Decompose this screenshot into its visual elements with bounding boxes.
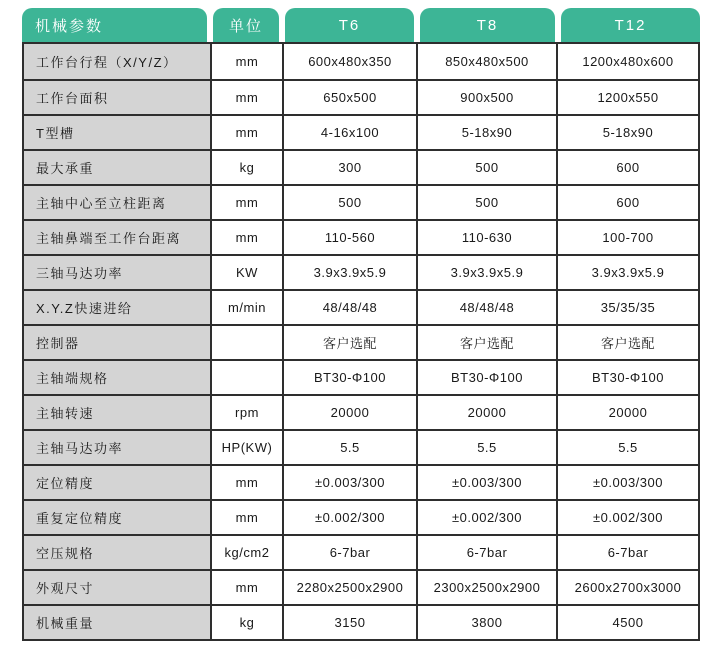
param-label-cell: 主轴中心至立柱距离: [24, 186, 210, 219]
value-cell-t6: ±0.003/300: [282, 466, 416, 499]
unit-cell: rpm: [210, 396, 282, 429]
param-label-cell: 主轴端规格: [24, 361, 210, 394]
value-cell-t6: ±0.002/300: [282, 501, 416, 534]
param-label-cell: 主轴转速: [24, 396, 210, 429]
value-cell-t8: 2300x2500x2900: [416, 571, 556, 604]
value-cell-t6: BT30-Φ100: [282, 361, 416, 394]
unit-cell: mm: [210, 466, 282, 499]
table-row: [24, 184, 698, 219]
table-row: [24, 569, 698, 604]
table-row: [24, 79, 698, 114]
value-cell-t8: ±0.002/300: [416, 501, 556, 534]
unit-cell: kg: [210, 606, 282, 639]
table-row: [24, 429, 698, 464]
value-cell-t8: 110-630: [416, 221, 556, 254]
value-cell-t8: 500: [416, 151, 556, 184]
value-cell-t6: 2280x2500x2900: [282, 571, 416, 604]
value-cell-t6: 4-16x100: [282, 116, 416, 149]
param-label-cell: 空压规格: [24, 536, 210, 569]
value-cell-t12: 600: [556, 186, 698, 219]
value-cell-t6: 600x480x350: [282, 44, 416, 79]
value-cell-t12: 4500: [556, 606, 698, 639]
value-cell-t12: 3.9x3.9x5.9: [556, 256, 698, 289]
value-cell-t6: 6-7bar: [282, 536, 416, 569]
param-label-cell: 工作台面积: [24, 81, 210, 114]
param-label-cell: 外观尺寸: [24, 571, 210, 604]
unit-cell: [210, 326, 282, 359]
value-cell-t12: BT30-Φ100: [556, 361, 698, 394]
table-header-row: [22, 8, 700, 42]
table-row: [24, 499, 698, 534]
value-cell-t6: 3150: [282, 606, 416, 639]
value-cell-t8: BT30-Φ100: [416, 361, 556, 394]
value-cell-t6: 650x500: [282, 81, 416, 114]
value-cell-t8: 5-18x90: [416, 116, 556, 149]
value-cell-t8: 客户选配: [416, 326, 556, 359]
value-cell-t6: 3.9x3.9x5.9: [282, 256, 416, 289]
unit-cell: KW: [210, 256, 282, 289]
value-cell-t8: 3.9x3.9x5.9: [416, 256, 556, 289]
value-cell-t6: 300: [282, 151, 416, 184]
table-row: [24, 44, 698, 79]
value-cell-t12: 600: [556, 151, 698, 184]
unit-cell: mm: [210, 44, 282, 79]
param-label-cell: 机械重量: [24, 606, 210, 639]
table-row: [24, 464, 698, 499]
value-cell-t6: 客户选配: [282, 326, 416, 359]
value-cell-t8: 20000: [416, 396, 556, 429]
unit-cell: [210, 361, 282, 394]
unit-cell: mm: [210, 571, 282, 604]
value-cell-t12: 35/35/35: [556, 291, 698, 324]
value-cell-t12: 2600x2700x3000: [556, 571, 698, 604]
header-model-t6: T6: [285, 8, 414, 42]
value-cell-t12: 客户选配: [556, 326, 698, 359]
table-row: [24, 359, 698, 394]
value-cell-t8: 5.5: [416, 431, 556, 464]
param-label-cell: 重复定位精度: [24, 501, 210, 534]
value-cell-t8: 3800: [416, 606, 556, 639]
unit-cell: HP(KW): [210, 431, 282, 464]
unit-cell: mm: [210, 116, 282, 149]
unit-cell: kg/cm2: [210, 536, 282, 569]
value-cell-t8: 500: [416, 186, 556, 219]
value-cell-t12: 5.5: [556, 431, 698, 464]
value-cell-t8: 900x500: [416, 81, 556, 114]
unit-cell: kg: [210, 151, 282, 184]
value-cell-t6: 20000: [282, 396, 416, 429]
param-label-cell: 最大承重: [24, 151, 210, 184]
value-cell-t12: 6-7bar: [556, 536, 698, 569]
value-cell-t8: ±0.003/300: [416, 466, 556, 499]
value-cell-t6: 110-560: [282, 221, 416, 254]
table-row: [24, 149, 698, 184]
table-row: [24, 324, 698, 359]
value-cell-t8: 6-7bar: [416, 536, 556, 569]
unit-cell: m/min: [210, 291, 282, 324]
header-machine-params: 机械参数: [22, 8, 207, 42]
value-cell-t6: 500: [282, 186, 416, 219]
param-label-cell: 主轴鼻端至工作台距离: [24, 221, 210, 254]
value-cell-t8: 850x480x500: [416, 44, 556, 79]
table-row: [24, 289, 698, 324]
value-cell-t6: 5.5: [282, 431, 416, 464]
value-cell-t12: 5-18x90: [556, 116, 698, 149]
table-row: [24, 254, 698, 289]
header-model-t8: T8: [420, 8, 555, 42]
unit-cell: mm: [210, 501, 282, 534]
table-row: [24, 604, 698, 639]
param-label-cell: 控制器: [24, 326, 210, 359]
value-cell-t8: 48/48/48: [416, 291, 556, 324]
param-label-cell: 主轴马达功率: [24, 431, 210, 464]
table-row: [24, 219, 698, 254]
unit-cell: mm: [210, 221, 282, 254]
value-cell-t12: 1200x480x600: [556, 44, 698, 79]
header-model-t12: T12: [561, 8, 700, 42]
param-label-cell: 工作台行程（X/Y/Z）: [24, 44, 210, 79]
unit-cell: mm: [210, 186, 282, 219]
param-label-cell: T型槽: [24, 116, 210, 149]
table-body: [22, 42, 700, 641]
value-cell-t12: 1200x550: [556, 81, 698, 114]
machine-spec-table: [22, 8, 700, 641]
table-row: [24, 114, 698, 149]
value-cell-t12: 20000: [556, 396, 698, 429]
unit-cell: mm: [210, 81, 282, 114]
param-label-cell: X.Y.Z快速进给: [24, 291, 210, 324]
param-label-cell: 定位精度: [24, 466, 210, 499]
param-label-cell: 三轴马达功率: [24, 256, 210, 289]
table-row: [24, 534, 698, 569]
value-cell-t6: 48/48/48: [282, 291, 416, 324]
table-row: [24, 394, 698, 429]
value-cell-t12: ±0.002/300: [556, 501, 698, 534]
value-cell-t12: 100-700: [556, 221, 698, 254]
header-unit: 单位: [213, 8, 279, 42]
value-cell-t12: ±0.003/300: [556, 466, 698, 499]
